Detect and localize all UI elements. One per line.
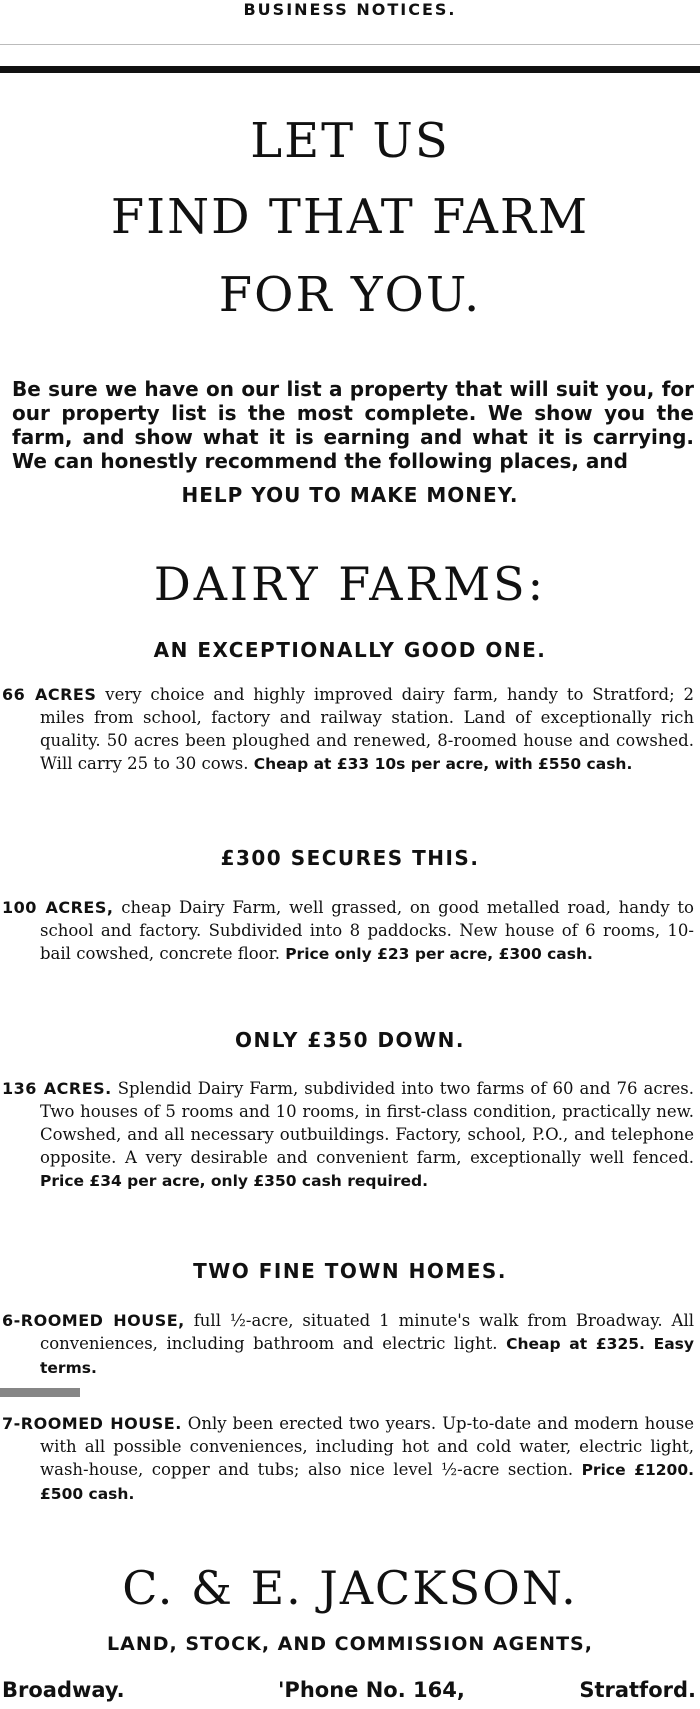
- headline-line-2: FIND THAT FARM: [110, 189, 590, 245]
- listing-price: Price £34 per acre, only £350 cash required.: [40, 1172, 428, 1190]
- listing-lead: 136 ACRES.: [2, 1079, 112, 1098]
- section-heading: BUSINESS NOTICES.: [243, 0, 457, 19]
- listing-lead: 6-ROOMED HOUSE,: [2, 1311, 185, 1330]
- listing-entry: [2, 1077, 694, 1193]
- headline-line-1: LET US: [250, 113, 450, 169]
- listing-price: Cheap at £325. Easy terms.: [40, 1335, 694, 1377]
- thin-rule: [0, 44, 700, 45]
- listing-entry: [2, 896, 694, 966]
- listing-heading: ONLY £350 DOWN.: [235, 1028, 465, 1052]
- listing-lead: 100 ACRES,: [2, 898, 114, 917]
- listing-body: full ½-acre, situated 1 minute's walk from Broadway. All conveniences, including bathroom and electric light.: [40, 1311, 694, 1353]
- listing-price: Cheap at £33 10s per acre, with £550 cash.: [253, 755, 633, 773]
- section-title: DAIRY FARMS:: [153, 557, 547, 611]
- listing-body: Splendid Dairy Farm, subdivided into two farms of 60 and 76 acres. Two houses of 5 rooms and 10 rooms, in first-class condition, practically new. Cowshed, and all necessary outbuildings. Factory, school, P.O., and telephone opposite. A very desirable and convenient farm, exceptionally well fenced.: [40, 1079, 694, 1167]
- intro-paragraph: Be sure we have on our list a property that will suit you, for our property list is the most complete. We show you the farm, and show what it is earning and what it is carrying. We can honestly recommend the following places, and: [12, 377, 694, 473]
- thick-rule: [0, 66, 700, 73]
- headline-line-3: FOR YOU.: [218, 267, 482, 323]
- intro-closing: HELP YOU TO MAKE MONEY.: [181, 483, 519, 507]
- listing-lead: 7-ROOMED HOUSE.: [2, 1414, 182, 1433]
- listing-price: Price £1200. £500 cash.: [40, 1461, 695, 1503]
- firm-name: C. & E. JACKSON.: [122, 1561, 578, 1615]
- listing-entry: [2, 1309, 694, 1380]
- listing-lead: 66 ACRES: [2, 685, 97, 704]
- listing-price: Price only £23 per acre, £300 cash.: [285, 945, 593, 963]
- listing-entry: [2, 683, 694, 776]
- listing-heading: £300 SECURES THIS.: [220, 846, 480, 870]
- firm-tagline: LAND, STOCK, AND COMMISSION AGENTS,: [107, 1633, 593, 1655]
- listing-body: very choice and highly improved dairy farm, handy to Stratford; 2 miles from school, factory and railway station. Land of exceptionally rich quality. 50 acres been ploughed and renewed, 8-roomed house and cowshed. Will carry 25 to 30 cows.: [40, 685, 695, 773]
- listing-heading: AN EXCEPTIONALLY GOOD ONE.: [153, 638, 547, 662]
- footer-address: Broadway.: [2, 1678, 125, 1702]
- listing-body: Only been erected two years. Up-to-date and modern house with all possible conveniences, including hot and cold water, electric light, wash-house, copper and tubs; also nice level ½-acre section.: [40, 1414, 694, 1479]
- print-smudge: [0, 1388, 80, 1397]
- footer-phone: 'Phone No. 164,: [278, 1678, 465, 1702]
- footer-town: Stratford.: [579, 1678, 696, 1702]
- listing-heading: TWO FINE TOWN HOMES.: [193, 1259, 507, 1283]
- listing-body: cheap Dairy Farm, well grassed, on good metalled road, handy to school and factory. Subdivided into 8 paddocks. New house of 6 rooms, 10-bail cowshed, concrete floor.: [40, 898, 694, 963]
- listing-entry: [2, 1412, 694, 1506]
